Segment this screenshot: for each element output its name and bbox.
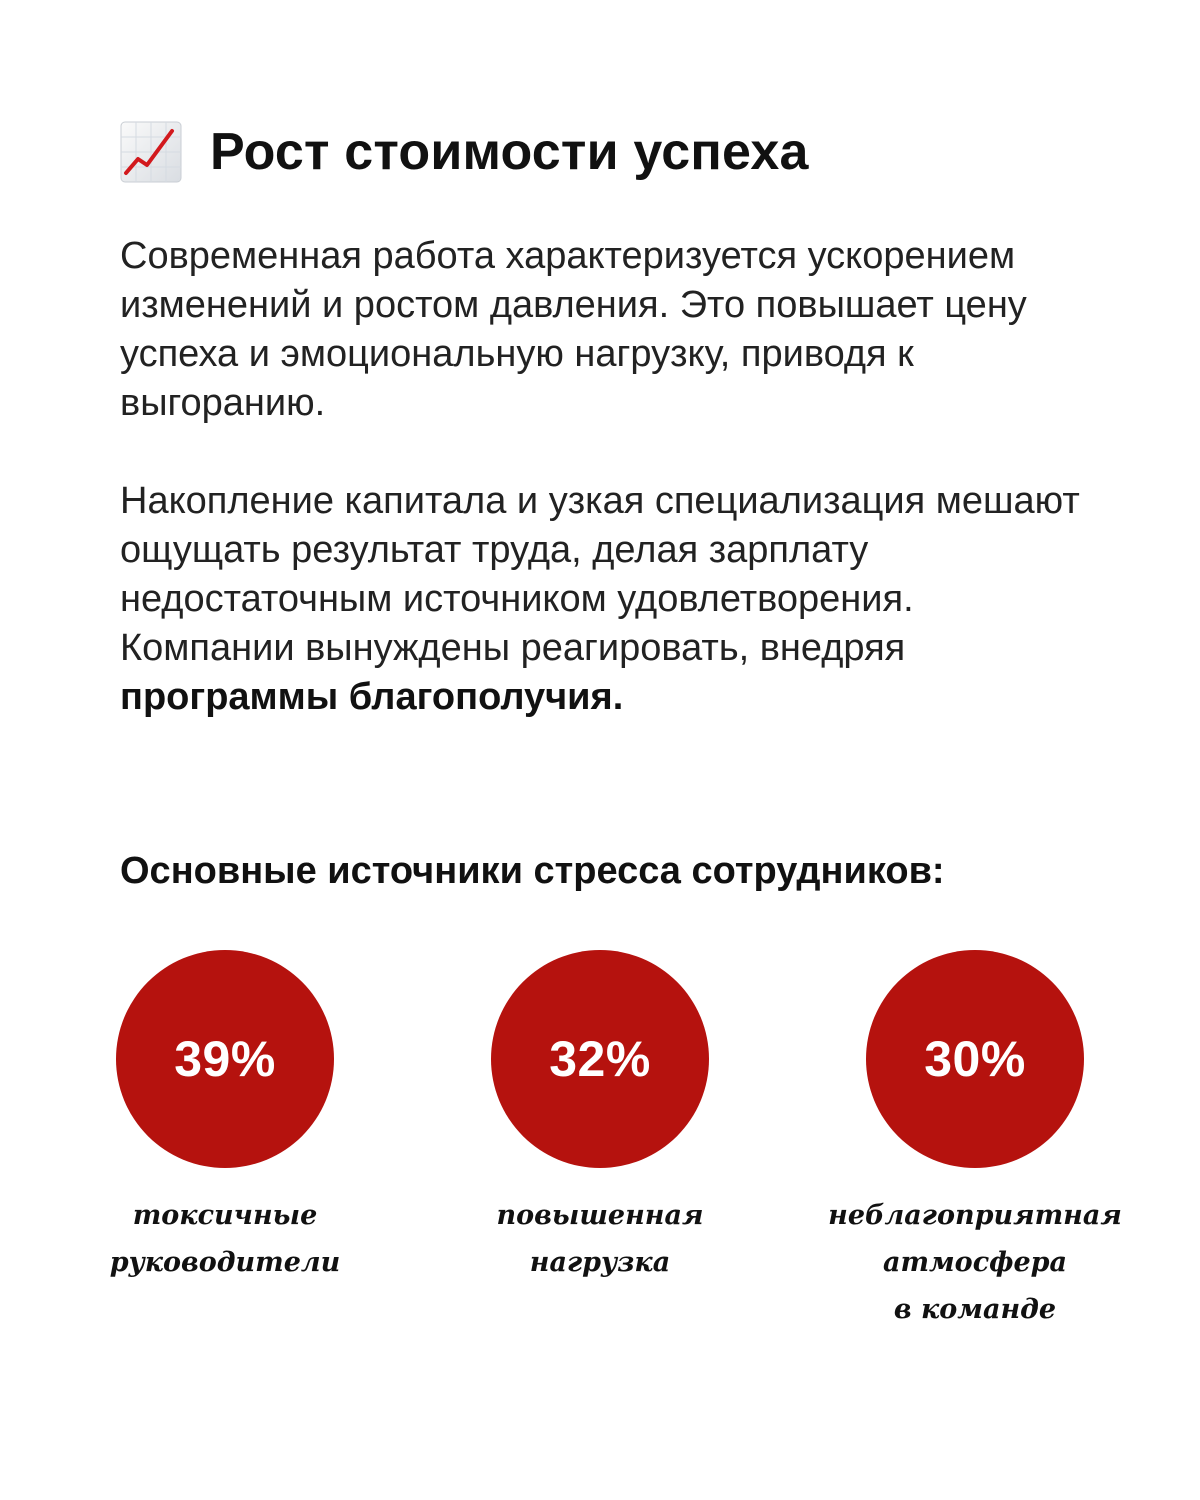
stat-label xyxy=(75,1192,375,1286)
stat-toxic-managers xyxy=(75,950,375,1286)
stat-increased-workload xyxy=(450,950,750,1286)
stat-circle xyxy=(491,950,709,1168)
stat-label-line: нагрузка xyxy=(529,1247,671,1278)
stat-label xyxy=(825,1192,1125,1333)
stat-label-line: атмосфера xyxy=(882,1247,1068,1278)
stat-label-line: руководители xyxy=(109,1247,341,1278)
stat-label-line: токсичные xyxy=(132,1200,318,1231)
stat-value: 30% xyxy=(924,1031,1026,1087)
stat-label-line: повышенная xyxy=(496,1200,704,1231)
stat-value: 39% xyxy=(174,1031,276,1087)
stat-circle xyxy=(866,950,1084,1168)
detail-paragraph xyxy=(120,477,1080,722)
stat-bad-team-atmosphere xyxy=(825,950,1125,1333)
title-row xyxy=(120,112,809,192)
stat-circle xyxy=(116,950,334,1168)
stat-value: 32% xyxy=(549,1031,651,1087)
chart-increasing-icon xyxy=(120,121,182,183)
wellbeing-programs-emphasis: программы благополучия. xyxy=(120,676,624,718)
intro-paragraph: Современная работа характеризуется ускорением изменений и ростом давления. Это повышает цену успеха и эмоциональную нагрузку, приводя к выгоранию. xyxy=(120,235,1027,424)
stat-label-line: неблагоприятная xyxy=(828,1200,1122,1231)
stat-label xyxy=(450,1192,750,1286)
section-heading: Основные источники стресса сотрудников: xyxy=(120,850,945,892)
stat-label-line: в команде xyxy=(893,1294,1057,1325)
page-title: Рост стоимости успеха xyxy=(210,123,809,181)
detail-paragraph-text: Накопление капитала и узкая специализация мешают ощущать результат труда, делая зарплату недостаточным источником удовлетворения. Компании вынуждены реагировать, внедряя xyxy=(120,480,1080,669)
